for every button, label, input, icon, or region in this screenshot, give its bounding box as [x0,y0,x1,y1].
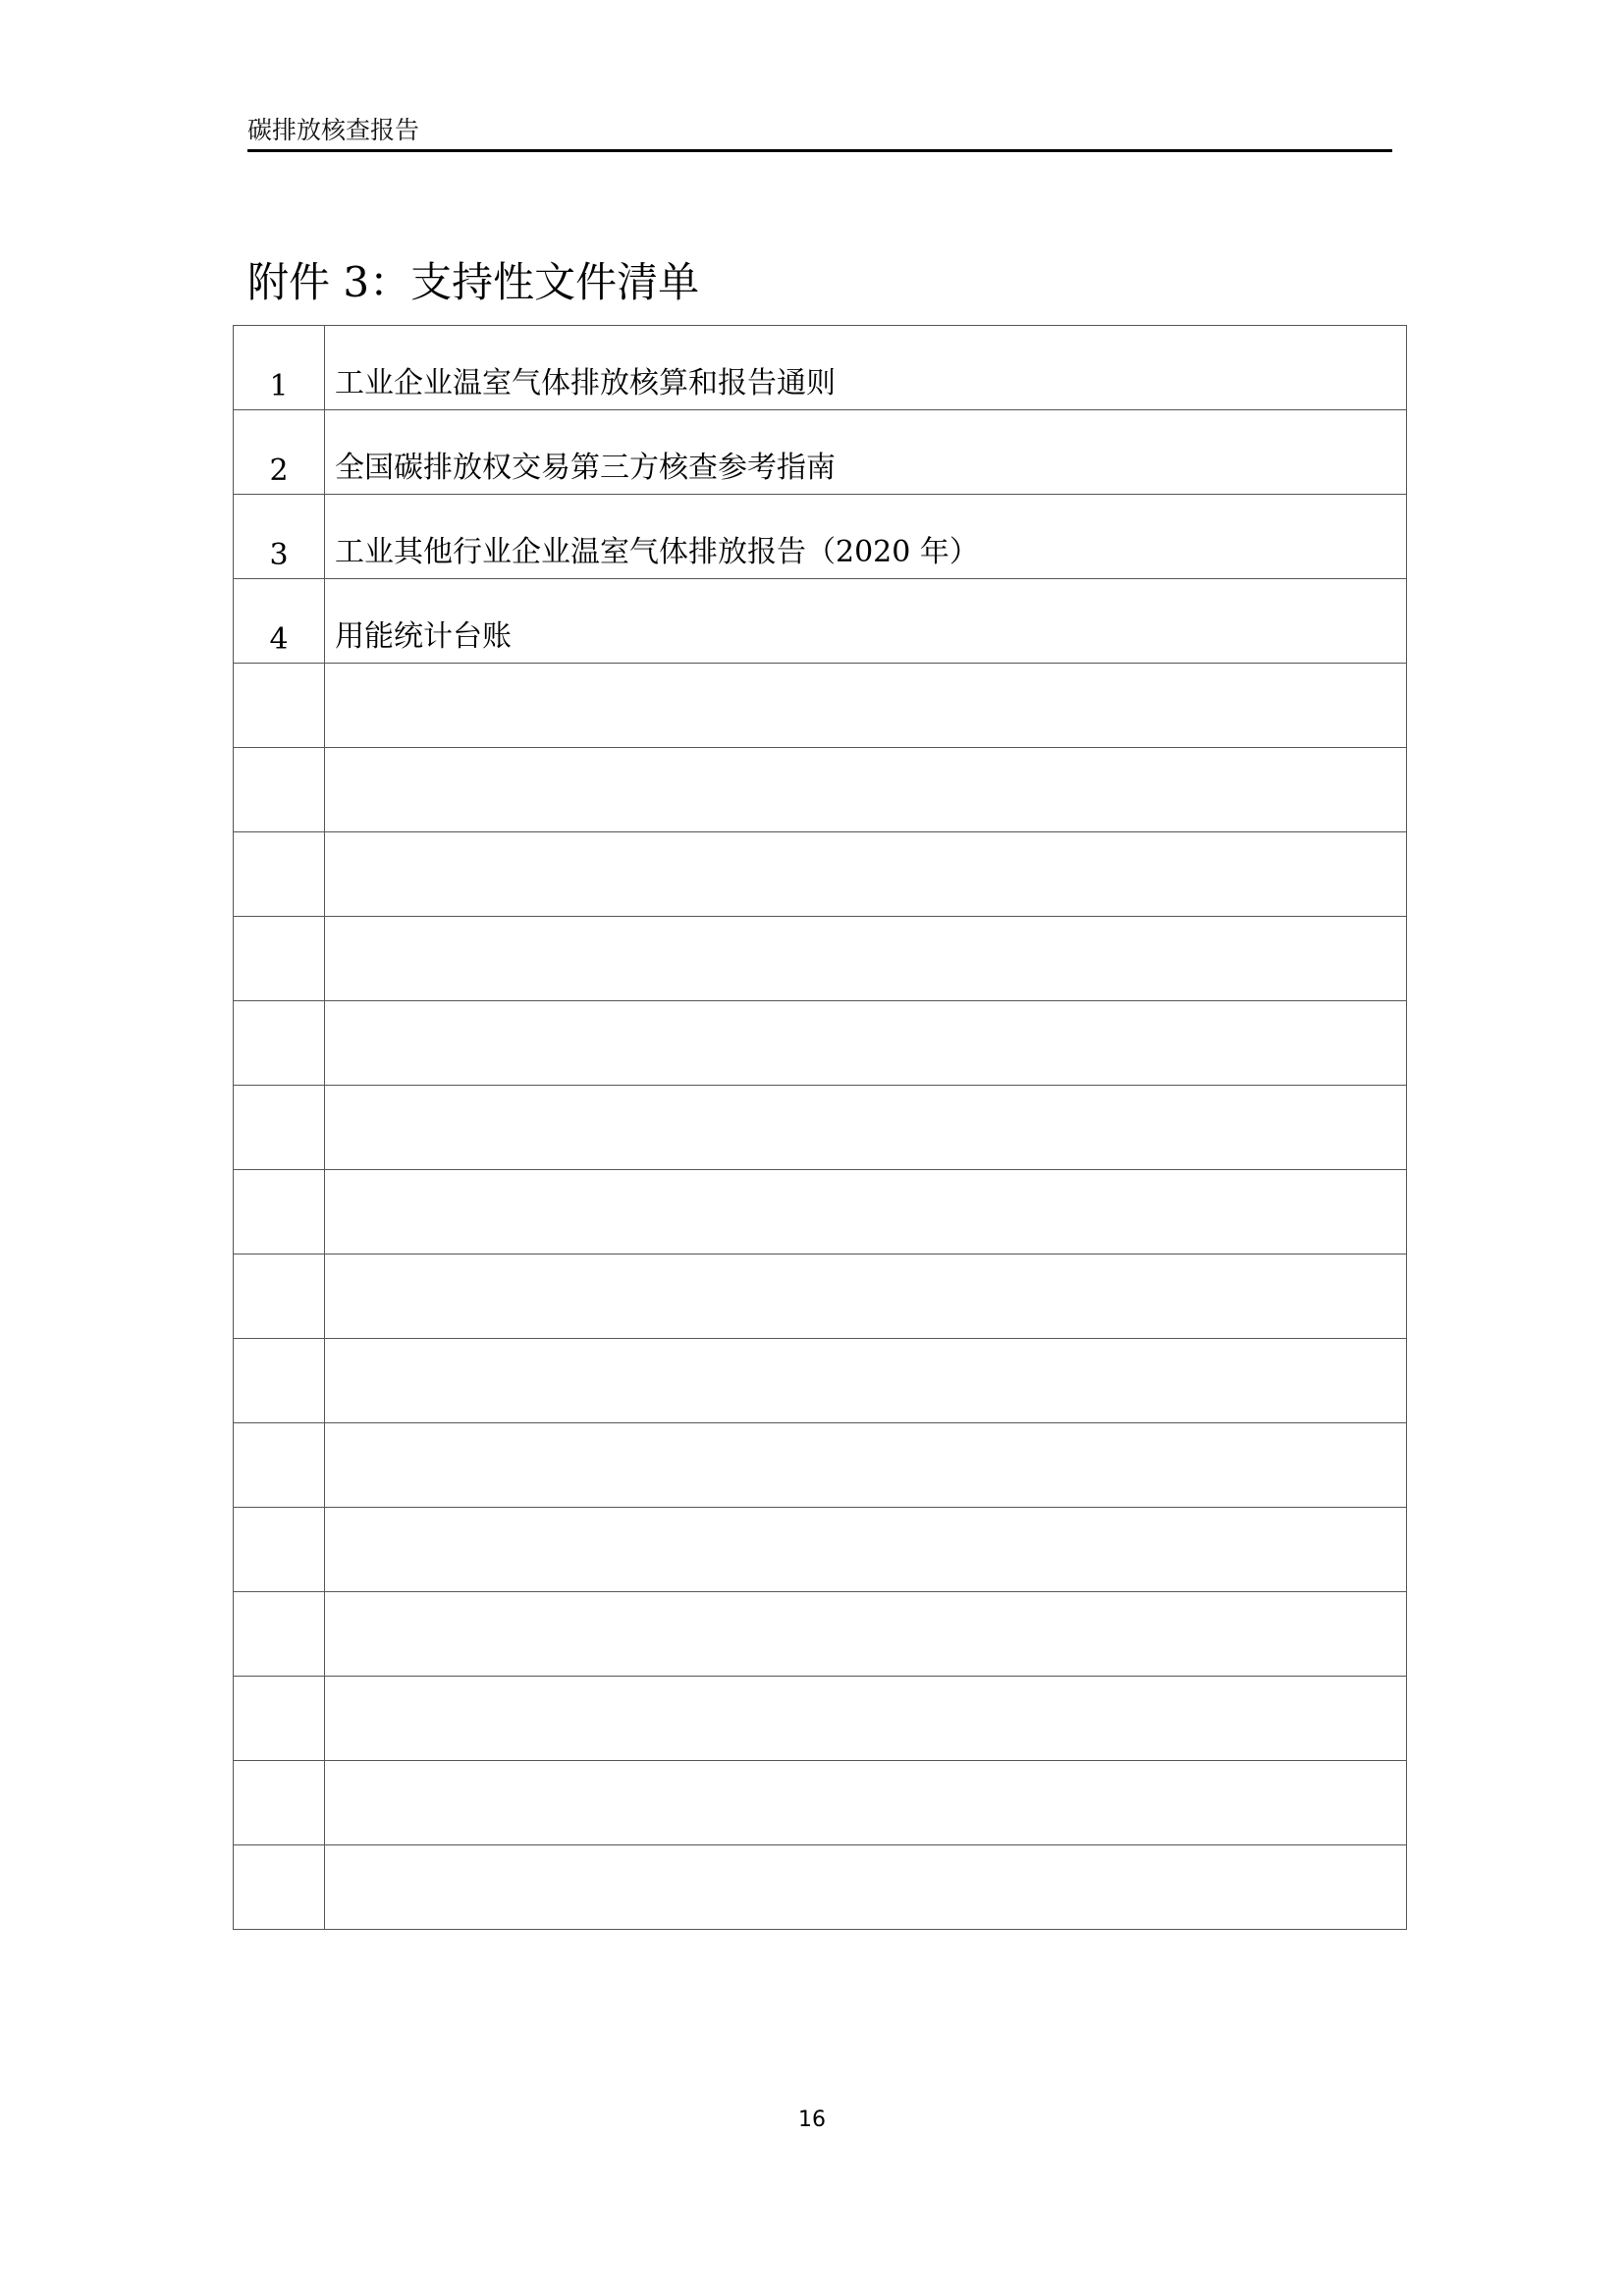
row-number-cell [234,1508,325,1592]
running-header: 碳排放核查报告 [247,116,420,144]
table-row [234,579,1407,664]
row-number-cell [234,1001,325,1086]
table-row [234,410,1407,495]
document-name-cell [325,664,1407,748]
row-number-cell [234,1592,325,1677]
table-row [234,1423,1407,1508]
document-name-cell: 全国碳排放权交易第三方核查参考指南 [325,410,1407,495]
table-row [234,1677,1407,1761]
table-row [234,1339,1407,1423]
row-number-cell [234,1339,325,1423]
row-number-cell: 2 [234,410,325,495]
page-number: 16 [798,2108,826,2132]
document-name-cell [325,1761,1407,1845]
document-name-cell [325,1170,1407,1255]
row-number-cell [234,832,325,917]
document-name-cell [325,1845,1407,1930]
row-number-cell [234,748,325,832]
document-name-cell [325,1339,1407,1423]
row-number-cell: 4 [234,579,325,664]
row-number-cell [234,1170,325,1255]
table-row [234,832,1407,917]
document-name-cell: 用能统计台账 [325,579,1407,664]
table-row [234,326,1407,410]
document-name-cell: 工业企业温室气体排放核算和报告通则 [325,326,1407,410]
document-name-cell [325,1508,1407,1592]
row-number-cell [234,1423,325,1508]
table-row [234,1845,1407,1930]
document-name-cell [325,1677,1407,1761]
appendix-title: 附件 3：支持性文件清单 [247,258,700,306]
document-name-cell [325,917,1407,1001]
document-name-cell [325,1423,1407,1508]
row-number-cell [234,1845,325,1930]
table-row [234,917,1407,1001]
table-row [234,1761,1407,1845]
table-row [234,1001,1407,1086]
document-name-cell [325,1086,1407,1170]
row-number-cell [234,917,325,1001]
row-number-cell [234,1761,325,1845]
table-row [234,748,1407,832]
header-divider [247,149,1392,152]
document-name-cell [325,1255,1407,1339]
row-number-cell: 3 [234,495,325,579]
table-row [234,1086,1407,1170]
table-row [234,1508,1407,1592]
document-name-cell [325,1001,1407,1086]
document-name-cell: 工业其他行业企业温室气体排放报告（2020 年） [325,495,1407,579]
row-number-cell [234,1677,325,1761]
table-row [234,1592,1407,1677]
table-row [234,1170,1407,1255]
document-name-cell [325,1592,1407,1677]
row-number-cell [234,664,325,748]
table-row [234,495,1407,579]
row-number-cell [234,1255,325,1339]
table-row [234,664,1407,748]
table-body [234,326,1407,1930]
table-row [234,1255,1407,1339]
row-number-cell: 1 [234,326,325,410]
supporting-documents-table [233,325,1407,1930]
document-name-cell [325,832,1407,917]
row-number-cell [234,1086,325,1170]
document-name-cell [325,748,1407,832]
